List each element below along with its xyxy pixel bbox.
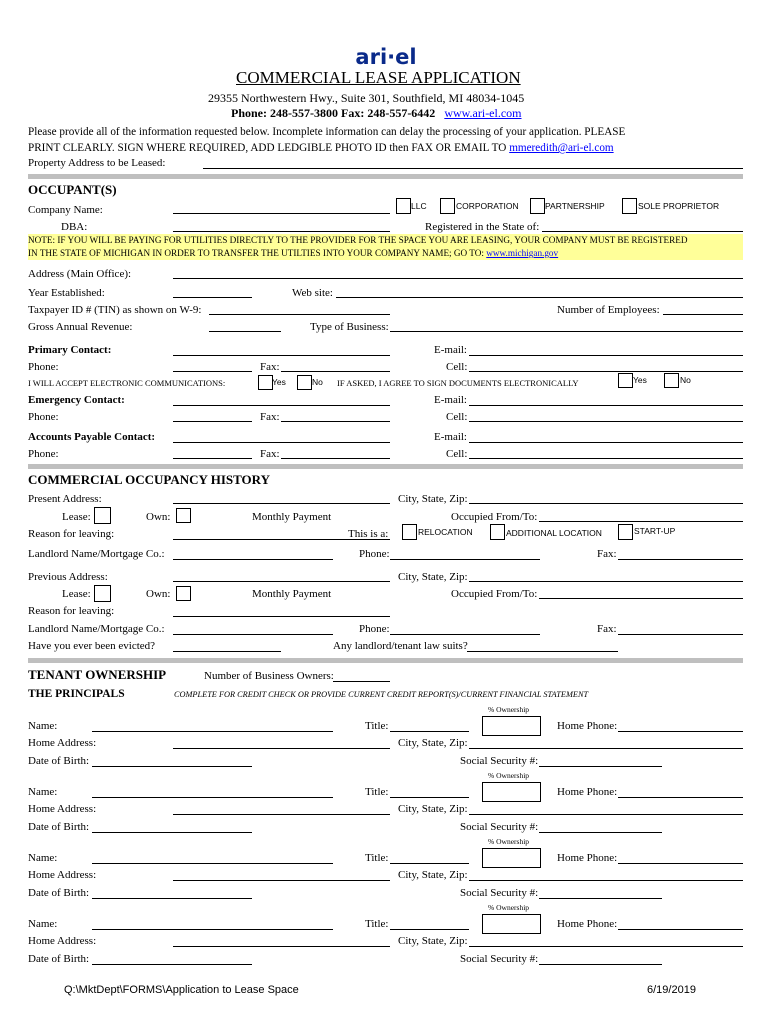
previous-occupied-field[interactable] (539, 598, 743, 599)
electronic-comm-label: I WILL ACCEPT ELECTRONIC COMMUNICATIONS: (28, 378, 226, 388)
emergency-cell-label: Cell: (446, 411, 468, 423)
previous-landlord-phone-field[interactable] (390, 634, 540, 635)
sign-electronic-no-checkbox[interactable] (664, 373, 679, 388)
principal-home-phone-label: Home Phone: (557, 786, 618, 798)
principal-ssn-field[interactable] (539, 832, 662, 833)
principal-dob-label: Date of Birth: (28, 821, 90, 833)
principal-city-label: City, State, Zip: (398, 935, 468, 947)
principal-name-label: Name: (28, 852, 58, 864)
llc-checkbox[interactable] (396, 198, 411, 214)
primary-email-label: E-mail: (434, 344, 467, 356)
year-established-field[interactable] (173, 297, 252, 298)
ownership-pct-field[interactable] (482, 848, 541, 868)
principal-title-label: Title: (365, 852, 389, 864)
michigan-link[interactable]: www.michigan.gov (486, 248, 559, 258)
principal-city-label: City, State, Zip: (398, 869, 468, 881)
principal-name-label: Name: (28, 918, 58, 930)
present-city-label: City, State, Zip: (398, 493, 468, 505)
principal-dob-field[interactable] (92, 766, 252, 767)
principal-title-field[interactable] (390, 731, 469, 732)
present-landlord-fax-field[interactable] (618, 559, 743, 560)
primary-contact-label: Primary Contact: (28, 344, 112, 356)
registered-state-label: Registered in the State of: (425, 221, 540, 233)
present-landlord-label: Landlord Name/Mortgage Co.: (28, 548, 165, 560)
present-occupied-field[interactable] (539, 521, 743, 522)
emergency-phone-label: Phone: (28, 411, 59, 423)
taxpayer-id-label: Taxpayer ID # (TIN) as shown on W-9: (28, 304, 202, 316)
type-business-label: Type of Business: (310, 321, 389, 333)
principal-home-phone-field[interactable] (618, 731, 743, 732)
phone-fax: Phone: 248-557-3800 Fax: 248-557-6442 (231, 106, 436, 120)
address-main-field[interactable] (173, 278, 743, 279)
principal-city-label: City, State, Zip: (398, 737, 468, 749)
principal-dob-label: Date of Birth: (28, 887, 90, 899)
principal-title-field[interactable] (390, 797, 469, 798)
previous-city-field[interactable] (469, 581, 743, 582)
principal-home-phone-label: Home Phone: (557, 852, 618, 864)
principal-home-address-label: Home Address: (28, 935, 97, 947)
principal-dob-field[interactable] (92, 832, 252, 833)
principal-home-phone-field[interactable] (618, 863, 743, 864)
principal-dob-label: Date of Birth: (28, 953, 90, 965)
present-city-field[interactable] (469, 503, 743, 504)
previous-reason-label: Reason for leaving: (28, 605, 115, 617)
evicted-field[interactable] (173, 651, 281, 652)
startup-label: START-UP (634, 526, 676, 536)
principal-title-label: Title: (365, 786, 389, 798)
principal-home-address-label: Home Address: (28, 803, 97, 815)
present-address-label: Present Address: (28, 493, 102, 505)
previous-own-checkbox[interactable] (176, 586, 191, 601)
present-landlord-phone-label: Phone: (359, 548, 390, 560)
ap-email-label: E-mail: (434, 431, 467, 443)
address-main-label: Address (Main Office): (28, 268, 132, 280)
principal-city-field[interactable] (469, 814, 743, 815)
previous-monthly-label: Monthly Payment (252, 588, 332, 600)
ownership-pct-field[interactable] (482, 782, 541, 802)
note-line1: NOTE: IF YOU WILL BE PAYING FOR UTILITIES DIRECTLY TO THE PROVIDER FOR THE SPACE YOU ARE LEASING, YOUR COMPANY MUST BE REGISTERED (28, 235, 688, 245)
ap-fax-label: Fax: (260, 448, 280, 460)
previous-landlord-fax-field[interactable] (618, 634, 743, 635)
previous-landlord-phone-label: Phone: (359, 623, 390, 635)
corporation-label: CORPORATION (456, 201, 519, 211)
emergency-cell-field[interactable] (469, 421, 743, 422)
ariel-logo (332, 46, 440, 68)
present-monthly-label: Monthly Payment (252, 511, 332, 523)
web-site-field[interactable] (336, 297, 743, 298)
ap-cell-label: Cell: (446, 448, 468, 460)
principal-name-field[interactable] (92, 797, 333, 798)
ownership-pct-label: % Ownership (488, 837, 530, 846)
previous-lease-checkbox[interactable] (94, 585, 111, 602)
ownership-pct-label: % Ownership (488, 903, 530, 912)
section-divider (28, 174, 743, 179)
present-own-label: Own: (146, 511, 171, 523)
num-employees-field[interactable] (663, 314, 743, 315)
principal-home-phone-field[interactable] (618, 797, 743, 798)
company-name-label: Company Name: (28, 204, 103, 216)
note-text: IN THE STATE OF MICHIGAN IN ORDER TO TRANSFER THE UTILTIES INTO YOUR COMPANY NAME; GO TO: (28, 248, 484, 258)
intro-line2 (28, 142, 614, 154)
principal-home-phone-label: Home Phone: (557, 720, 618, 732)
emergency-contact-field[interactable] (173, 405, 390, 406)
ownership-pct-field[interactable] (482, 716, 541, 736)
electronic-comm-no-label: No (312, 377, 323, 387)
principal-dob-label: Date of Birth: (28, 755, 90, 767)
principal-title-field[interactable] (390, 929, 469, 930)
primary-cell-label: Cell: (446, 361, 468, 373)
lawsuits-field[interactable] (467, 651, 618, 652)
principal-city-field[interactable] (469, 880, 743, 881)
intro-line1: Please provide all of the information requested below. Incomplete information can delay the processing of your application. PLEASE (28, 126, 626, 138)
phone-fax-line (231, 106, 522, 121)
num-owners-label: Number of Business Owners: (204, 670, 334, 682)
previous-occupied-label: Occupied From/To: (451, 588, 538, 600)
principal-name-label: Name: (28, 786, 58, 798)
ap-contact-field[interactable] (173, 442, 390, 443)
principal-ssn-field[interactable] (539, 898, 662, 899)
num-employees-label: Number of Employees: (557, 304, 660, 316)
property-address-field[interactable] (203, 168, 743, 169)
principal-dob-field[interactable] (92, 898, 252, 899)
additional-location-checkbox[interactable] (490, 524, 505, 540)
type-business-field[interactable] (390, 331, 743, 332)
sign-electronic-no-label: No (680, 375, 691, 385)
present-lease-checkbox[interactable] (94, 507, 111, 524)
emergency-fax-label: Fax: (260, 411, 280, 423)
company-name-field[interactable] (173, 213, 390, 214)
primary-email-field[interactable] (469, 355, 743, 356)
primary-phone-label: Phone: (28, 361, 59, 373)
principal-home-address-label: Home Address: (28, 869, 97, 881)
year-established-label: Year Established: (28, 287, 105, 299)
present-landlord-phone-field[interactable] (390, 559, 540, 560)
ownership-pct-label: % Ownership (488, 771, 530, 780)
section-divider (28, 464, 743, 469)
partnership-label: PARTNERSHIP (545, 201, 605, 211)
evicted-label: Have you ever been evicted? (28, 640, 156, 652)
emergency-email-field[interactable] (469, 405, 743, 406)
registered-state-field[interactable] (542, 231, 743, 232)
principal-name-field[interactable] (92, 929, 333, 930)
llc-label: LLC (411, 201, 427, 211)
num-owners-field[interactable] (333, 681, 390, 682)
dba-label: DBA: (61, 221, 88, 233)
this-is-a-label: This is a: (348, 528, 389, 540)
previous-landlord-fax-label: Fax: (597, 623, 617, 635)
emergency-phone-field[interactable] (173, 421, 252, 422)
relocation-label: RELOCATION (418, 527, 473, 537)
previous-landlord-field[interactable] (173, 634, 333, 635)
credit-note: COMPLETE FOR CREDIT CHECK OR PROVIDE CURRENT CREDIT REPORT(S)/CURRENT FINANCIAL STATEMENT (174, 690, 589, 699)
principal-home-address-field[interactable] (173, 946, 390, 947)
occupants-heading: OCCUPANT(S) (28, 182, 117, 197)
principal-home-address-field[interactable] (173, 880, 390, 881)
dba-field[interactable] (173, 231, 390, 232)
primary-phone-field[interactable] (173, 371, 252, 372)
present-landlord-fax-label: Fax: (597, 548, 617, 560)
primary-cell-field[interactable] (469, 371, 743, 372)
ap-fax-field[interactable] (281, 458, 390, 459)
sign-electronic-label: IF ASKED, I AGREE TO SIGN DOCUMENTS ELECTRONICALLY (337, 378, 579, 388)
principal-home-phone-label: Home Phone: (557, 918, 618, 930)
ownership-pct-label: % Ownership (488, 705, 530, 714)
note-line2 (28, 248, 558, 258)
sign-electronic-yes-label: Yes (633, 375, 647, 385)
footer-date: 6/19/2019 (647, 984, 696, 996)
company-address: 29355 Northwestern Hwy., Suite 301, Southfield, MI 48034-1045 (208, 91, 525, 105)
emergency-contact-label: Emergency Contact: (28, 394, 125, 406)
footer-path: Q:\MktDept\FORMS\Application to Lease Space (64, 984, 299, 996)
principal-name-label: Name: (28, 720, 58, 732)
lawsuits-label: Any landlord/tenant law suits? (333, 640, 468, 652)
principal-ssn-field[interactable] (539, 964, 662, 965)
gross-revenue-label: Gross Annual Revenue: (28, 321, 133, 333)
partnership-checkbox[interactable] (530, 198, 545, 214)
emergency-fax-field[interactable] (281, 421, 390, 422)
history-heading: COMMERCIAL OCCUPANCY HISTORY (28, 472, 270, 487)
principal-city-field[interactable] (469, 748, 743, 749)
present-occupied-label: Occupied From/To: (451, 511, 538, 523)
previous-address-label: Previous Address: (28, 571, 108, 583)
sign-electronic-yes-checkbox[interactable] (618, 373, 633, 388)
ap-phone-label: Phone: (28, 448, 59, 460)
previous-lease-label: Lease: (62, 588, 91, 600)
present-landlord-field[interactable] (173, 559, 333, 560)
principal-dob-field[interactable] (92, 964, 252, 965)
gross-revenue-field[interactable] (209, 331, 281, 332)
principal-ssn-label: Social Security #: (460, 755, 539, 767)
electronic-comm-yes-checkbox[interactable] (258, 375, 273, 390)
emergency-email-label: E-mail: (434, 394, 467, 406)
reason-leaving-label: Reason for leaving: (28, 528, 115, 540)
taxpayer-id-field[interactable] (209, 314, 390, 315)
primary-fax-label: Fax: (260, 361, 280, 373)
ap-phone-field[interactable] (173, 458, 252, 459)
startup-checkbox[interactable] (618, 524, 633, 540)
primary-contact-field[interactable] (173, 355, 390, 356)
property-address-label: Property Address to be Leased: (28, 157, 166, 169)
ap-email-field[interactable] (469, 442, 743, 443)
ap-contact-label: Accounts Payable Contact: (28, 431, 156, 443)
electronic-comm-yes-label: Yes (272, 377, 286, 387)
previous-landlord-label: Landlord Name/Mortgage Co.: (28, 623, 165, 635)
principal-ssn-label: Social Security #: (460, 887, 539, 899)
principal-home-address-field[interactable] (173, 748, 390, 749)
corporation-checkbox[interactable] (440, 198, 455, 214)
primary-fax-field[interactable] (281, 371, 390, 372)
previous-own-label: Own: (146, 588, 171, 600)
form-title: COMMERCIAL LEASE APPLICATION (236, 68, 521, 87)
principals-heading: THE PRINCIPALS (28, 688, 125, 700)
principal-name-field[interactable] (92, 863, 333, 864)
present-address-field[interactable] (173, 503, 390, 504)
ownership-heading: TENANT OWNERSHIP (28, 667, 167, 682)
principal-ssn-field[interactable] (539, 766, 662, 767)
electronic-comm-no-checkbox[interactable] (297, 375, 312, 390)
principal-city-label: City, State, Zip: (398, 803, 468, 815)
website-link[interactable]: www.ari-el.com (444, 106, 522, 120)
principal-home-phone-field[interactable] (618, 929, 743, 930)
ownership-pct-field[interactable] (482, 914, 541, 934)
principal-ssn-label: Social Security #: (460, 821, 539, 833)
previous-reason-field[interactable] (173, 616, 390, 617)
principal-home-address-field[interactable] (173, 814, 390, 815)
principal-name-field[interactable] (92, 731, 333, 732)
present-own-checkbox[interactable] (176, 508, 191, 523)
principal-city-field[interactable] (469, 946, 743, 947)
sole-proprietor-checkbox[interactable] (622, 198, 637, 214)
previous-address-field[interactable] (173, 581, 390, 582)
web-site-label: Web site: (292, 287, 333, 299)
ap-cell-field[interactable] (469, 458, 743, 459)
sole-proprietor-label: SOLE PROPRIETOR (638, 201, 720, 211)
intro-text: PRINT CLEARLY. SIGN WHERE REQUIRED, ADD LEDGIBLE PHOTO ID then FAX OR EMAIL TO (28, 142, 507, 154)
previous-city-label: City, State, Zip: (398, 571, 468, 583)
principal-title-field[interactable] (390, 863, 469, 864)
additional-location-label: ADDITIONAL LOCATION (506, 528, 602, 538)
principal-ssn-label: Social Security #: (460, 953, 539, 965)
principal-home-address-label: Home Address: (28, 737, 97, 749)
section-divider (28, 658, 743, 663)
email-link[interactable]: mmeredith@ari-el.com (509, 142, 614, 154)
principal-title-label: Title: (365, 720, 389, 732)
principal-title-label: Title: (365, 918, 389, 930)
relocation-checkbox[interactable] (402, 524, 417, 540)
logo-text: ari·el (355, 46, 417, 68)
present-lease-label: Lease: (62, 511, 91, 523)
